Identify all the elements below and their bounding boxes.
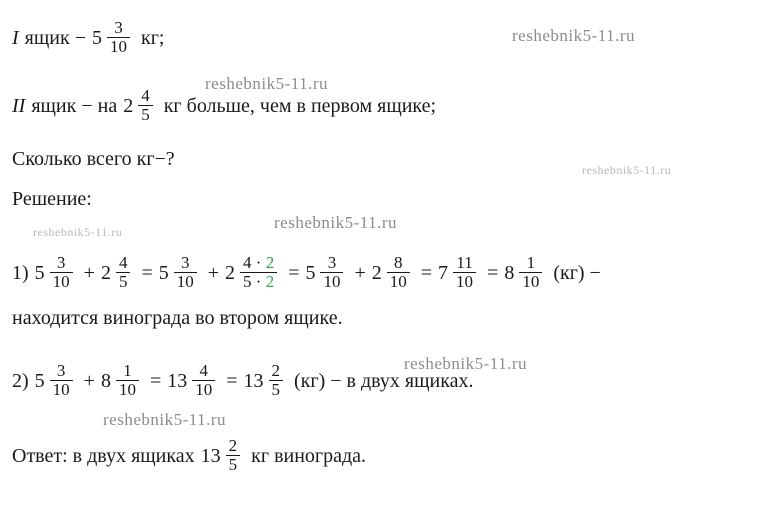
s1-equals-1: = bbox=[141, 262, 153, 285]
fraction-1-10 bbox=[116, 362, 139, 399]
s1-equals-3: = bbox=[420, 262, 433, 285]
s2-equals-2: = bbox=[226, 370, 238, 393]
fraction-numerator: 8 bbox=[394, 253, 403, 272]
solution-heading bbox=[12, 188, 92, 210]
s1-whole-3: 5 bbox=[158, 262, 169, 285]
fraction-denominator: 10 bbox=[320, 272, 343, 291]
step-marker-1: 1) bbox=[12, 262, 29, 285]
step-1-note-text: находится винограда во втором ящике. bbox=[12, 307, 343, 329]
fraction-denominator: 10 bbox=[50, 272, 73, 291]
s1-equals-4: = bbox=[487, 262, 499, 285]
s1-whole-8: 8 bbox=[504, 262, 515, 285]
s1-plus-1: + bbox=[83, 262, 95, 285]
fraction-1-10 bbox=[519, 254, 542, 291]
fraction-denominator: 5 bbox=[269, 380, 284, 399]
answer-suffix: кг винограда. bbox=[251, 445, 367, 468]
condition-unit-2: кг больше, чем в первом ящике; bbox=[163, 95, 437, 118]
answer-line bbox=[12, 438, 366, 475]
solution-step-1-note bbox=[12, 307, 343, 329]
fraction-3-10 bbox=[107, 19, 130, 56]
fraction-denominator: 10 bbox=[192, 380, 215, 399]
s1-whole-6: 2 bbox=[371, 262, 382, 285]
watermark: reshebnik5-11.ru bbox=[33, 225, 123, 239]
fraction-denominator: 10 bbox=[174, 272, 197, 291]
watermark: reshebnik5-11.ru bbox=[274, 213, 398, 232]
s2-whole-1: 5 bbox=[34, 370, 45, 393]
solution-heading-text: Решение: bbox=[12, 188, 92, 210]
s1-tail: (кг) − bbox=[553, 262, 601, 285]
watermark: reshebnik5-11.ru bbox=[512, 26, 636, 45]
fraction-denominator: 10 bbox=[116, 380, 139, 399]
watermark: reshebnik5-11.ru bbox=[103, 410, 227, 429]
condition-text-1: ящик − bbox=[24, 27, 86, 50]
condition-text-2: ящик − на bbox=[31, 95, 118, 118]
fraction-numerator: 3 bbox=[56, 361, 66, 380]
watermark: reshebnik5-11.ru bbox=[582, 163, 672, 177]
s1-whole-1: 5 bbox=[34, 262, 45, 285]
fraction-numerator: 4 bbox=[199, 361, 208, 380]
common-factor: 2 bbox=[265, 253, 275, 272]
s2-plus-1: + bbox=[83, 370, 95, 393]
fraction-numerator: 3 bbox=[114, 18, 123, 37]
fraction-11-10 bbox=[453, 254, 476, 291]
mixed-whole-2: 2 bbox=[123, 95, 134, 118]
fraction-4-5 bbox=[116, 254, 131, 291]
s1-plus-2: + bbox=[207, 262, 220, 285]
question-text: Сколько всего кг−? bbox=[12, 148, 175, 170]
s2-equals-1: = bbox=[149, 370, 162, 393]
solution-step-2 bbox=[12, 363, 474, 400]
s1-plus-3: + bbox=[354, 262, 366, 285]
fraction-3-10 bbox=[50, 362, 73, 399]
watermark: reshebnik5-11.ru bbox=[205, 74, 329, 93]
s2-whole-3: 13 bbox=[167, 370, 188, 393]
fraction-numerator: 3 bbox=[327, 253, 337, 272]
fraction-8-10 bbox=[387, 254, 410, 291]
fraction-numerator: 1 bbox=[123, 361, 132, 380]
fraction-3-10 bbox=[320, 254, 343, 291]
watermark: reshebnik5-11.ru bbox=[404, 354, 528, 373]
fraction-3-10 bbox=[50, 254, 73, 291]
s1-whole-5: 5 bbox=[305, 262, 316, 285]
s1-equals-2: = bbox=[288, 262, 300, 285]
fraction-denominator: 10 bbox=[519, 272, 542, 291]
fraction-denominator: 10 bbox=[453, 272, 476, 291]
fraction-2-5 bbox=[226, 437, 241, 474]
answer-whole: 13 bbox=[200, 445, 221, 468]
fraction-denominator: 5 bbox=[116, 272, 131, 291]
mixed-whole-1: 5 bbox=[91, 27, 102, 50]
s1-whole-2: 2 bbox=[100, 262, 111, 285]
fraction-4x2-5x2 bbox=[240, 254, 277, 291]
box-label-two: II bbox=[12, 95, 26, 118]
condition-line-1 bbox=[12, 20, 164, 57]
s1-whole-4: 2 bbox=[225, 262, 236, 285]
fraction-numerator: 4 bbox=[118, 253, 128, 272]
fraction-numerator: 1 bbox=[526, 253, 536, 272]
fraction-denominator: 10 bbox=[387, 272, 410, 291]
condition-line-2 bbox=[12, 88, 436, 125]
s2-whole-4: 13 bbox=[243, 370, 264, 393]
fraction-numerator: 3 bbox=[180, 253, 190, 272]
common-factor: 2 bbox=[265, 271, 275, 291]
s2-whole-2: 8 bbox=[100, 370, 111, 393]
fraction-numerator: 11 bbox=[456, 253, 473, 272]
s2-tail: (кг) − в двух ящиках. bbox=[294, 370, 474, 393]
fraction-denominator: 10 bbox=[107, 37, 130, 56]
fraction-4-10 bbox=[192, 362, 215, 399]
box-label-one: I bbox=[12, 27, 19, 50]
fraction-denominator: 5 bbox=[138, 105, 153, 124]
question-line bbox=[12, 148, 175, 170]
fraction-denominator: 10 bbox=[50, 380, 73, 399]
fraction-3-10 bbox=[174, 254, 197, 291]
fraction-numerator: 4 bbox=[141, 86, 150, 105]
s1-whole-7: 7 bbox=[438, 262, 449, 285]
fraction-2-5 bbox=[269, 362, 284, 399]
step-marker-2: 2) bbox=[12, 370, 29, 393]
fraction-numerator: 2 bbox=[271, 361, 281, 380]
fraction-numerator: 4 · 2 bbox=[243, 253, 275, 272]
fraction-denominator: 5 bbox=[226, 455, 241, 474]
fraction-numerator: 2 bbox=[228, 436, 238, 455]
condition-unit-1: кг; bbox=[140, 27, 165, 50]
fraction-4-5 bbox=[138, 87, 153, 124]
fraction-denominator: 5 · 2 bbox=[240, 272, 277, 291]
fraction-numerator: 3 bbox=[56, 253, 66, 272]
answer-prefix: Ответ: в двух ящиках bbox=[12, 445, 195, 468]
solution-step-1 bbox=[12, 255, 601, 292]
